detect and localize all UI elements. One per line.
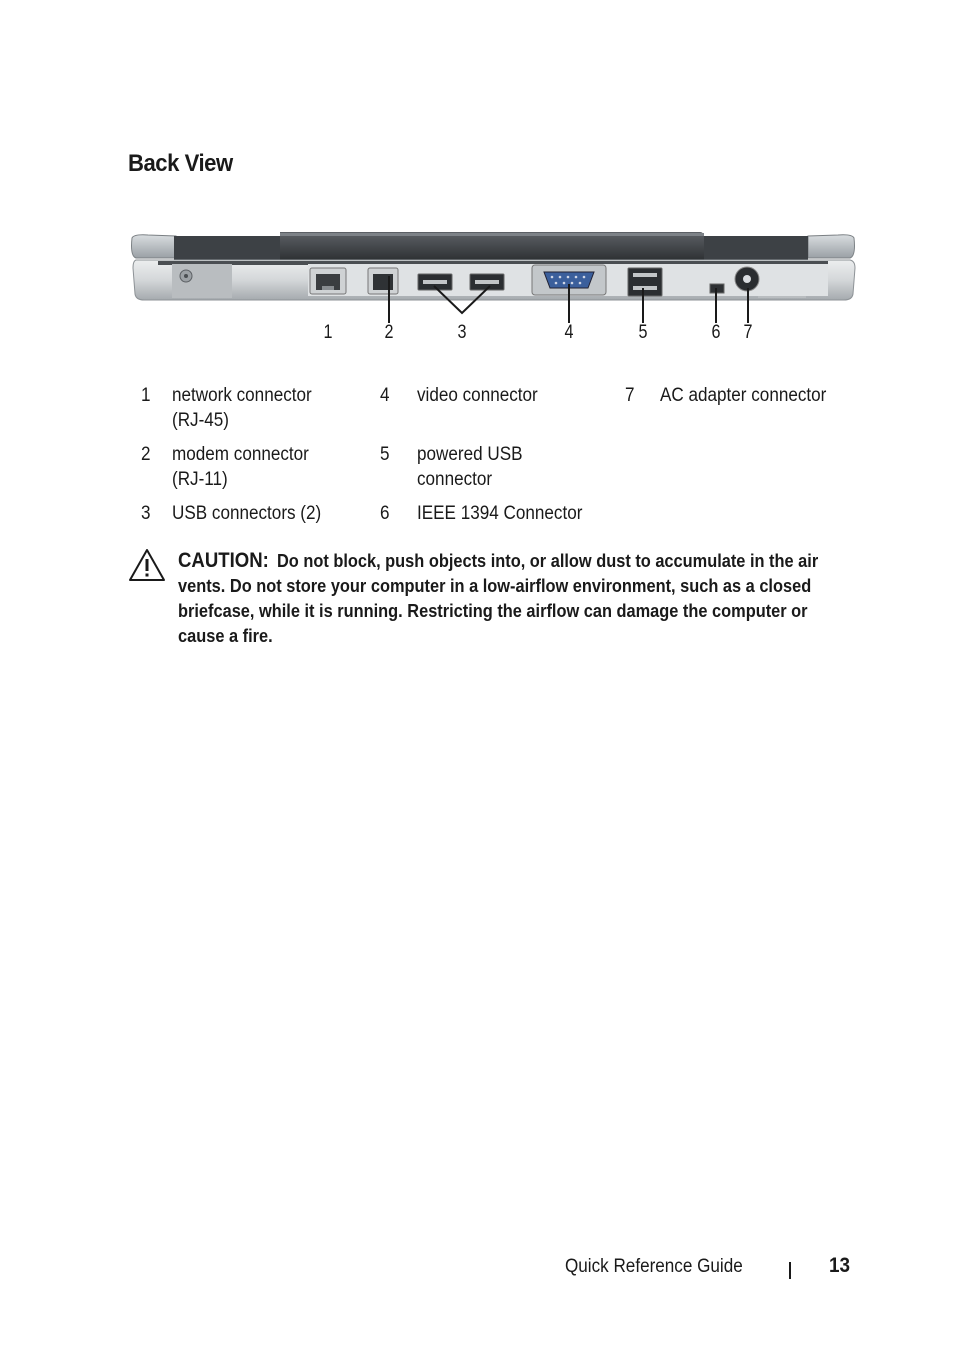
page-number: 13 <box>829 1254 851 1277</box>
callout-number: 6 <box>711 322 721 343</box>
legend-number: 6 <box>380 503 390 524</box>
legend-label: AC adapter connector <box>660 385 827 406</box>
caution-line: briefcase, while it is running. Restricting the airflow can damage the computer or <box>178 600 808 621</box>
footer-separator <box>789 1262 791 1279</box>
callout-number: 4 <box>564 322 574 343</box>
footer-guide-title: Quick Reference Guide <box>565 1256 743 1277</box>
callout-number: 1 <box>323 322 333 343</box>
caution-text <box>178 548 851 648</box>
caution-line: Do not block, push objects into, or allow dust to accumulate in the air <box>276 550 819 571</box>
legend-label: IEEE 1394 Connector <box>417 503 583 524</box>
legend-label: USB connectors (2) <box>172 503 322 524</box>
legend-number: 1 <box>141 385 151 406</box>
warning-triangle-icon <box>128 548 166 582</box>
legend-number: 7 <box>625 385 635 406</box>
callout-number: 7 <box>743 322 753 343</box>
callout-number: 3 <box>457 322 467 343</box>
caution-label: CAUTION: <box>178 549 269 572</box>
legend-label: modem connector <box>172 444 309 465</box>
legend-label: connector <box>417 469 493 490</box>
legend-label: network connector <box>172 385 312 406</box>
legend-label: (RJ-45) <box>172 410 230 431</box>
legend-number: 2 <box>141 444 151 465</box>
legend-label: (RJ-11) <box>172 469 228 490</box>
legend-number: 3 <box>141 503 151 524</box>
callout-number: 5 <box>638 322 648 343</box>
legend-label: powered USB <box>417 444 523 465</box>
legend-label: video connector <box>417 385 538 406</box>
caution-line: vents. Do not store your computer in a low-airflow environment, such as a closed <box>178 575 812 596</box>
page-title: Back View <box>128 150 233 177</box>
legend-number: 4 <box>380 385 390 406</box>
caution-line: cause a fire. <box>178 625 273 646</box>
legend-number: 5 <box>380 444 390 465</box>
callout-number: 2 <box>384 322 394 343</box>
